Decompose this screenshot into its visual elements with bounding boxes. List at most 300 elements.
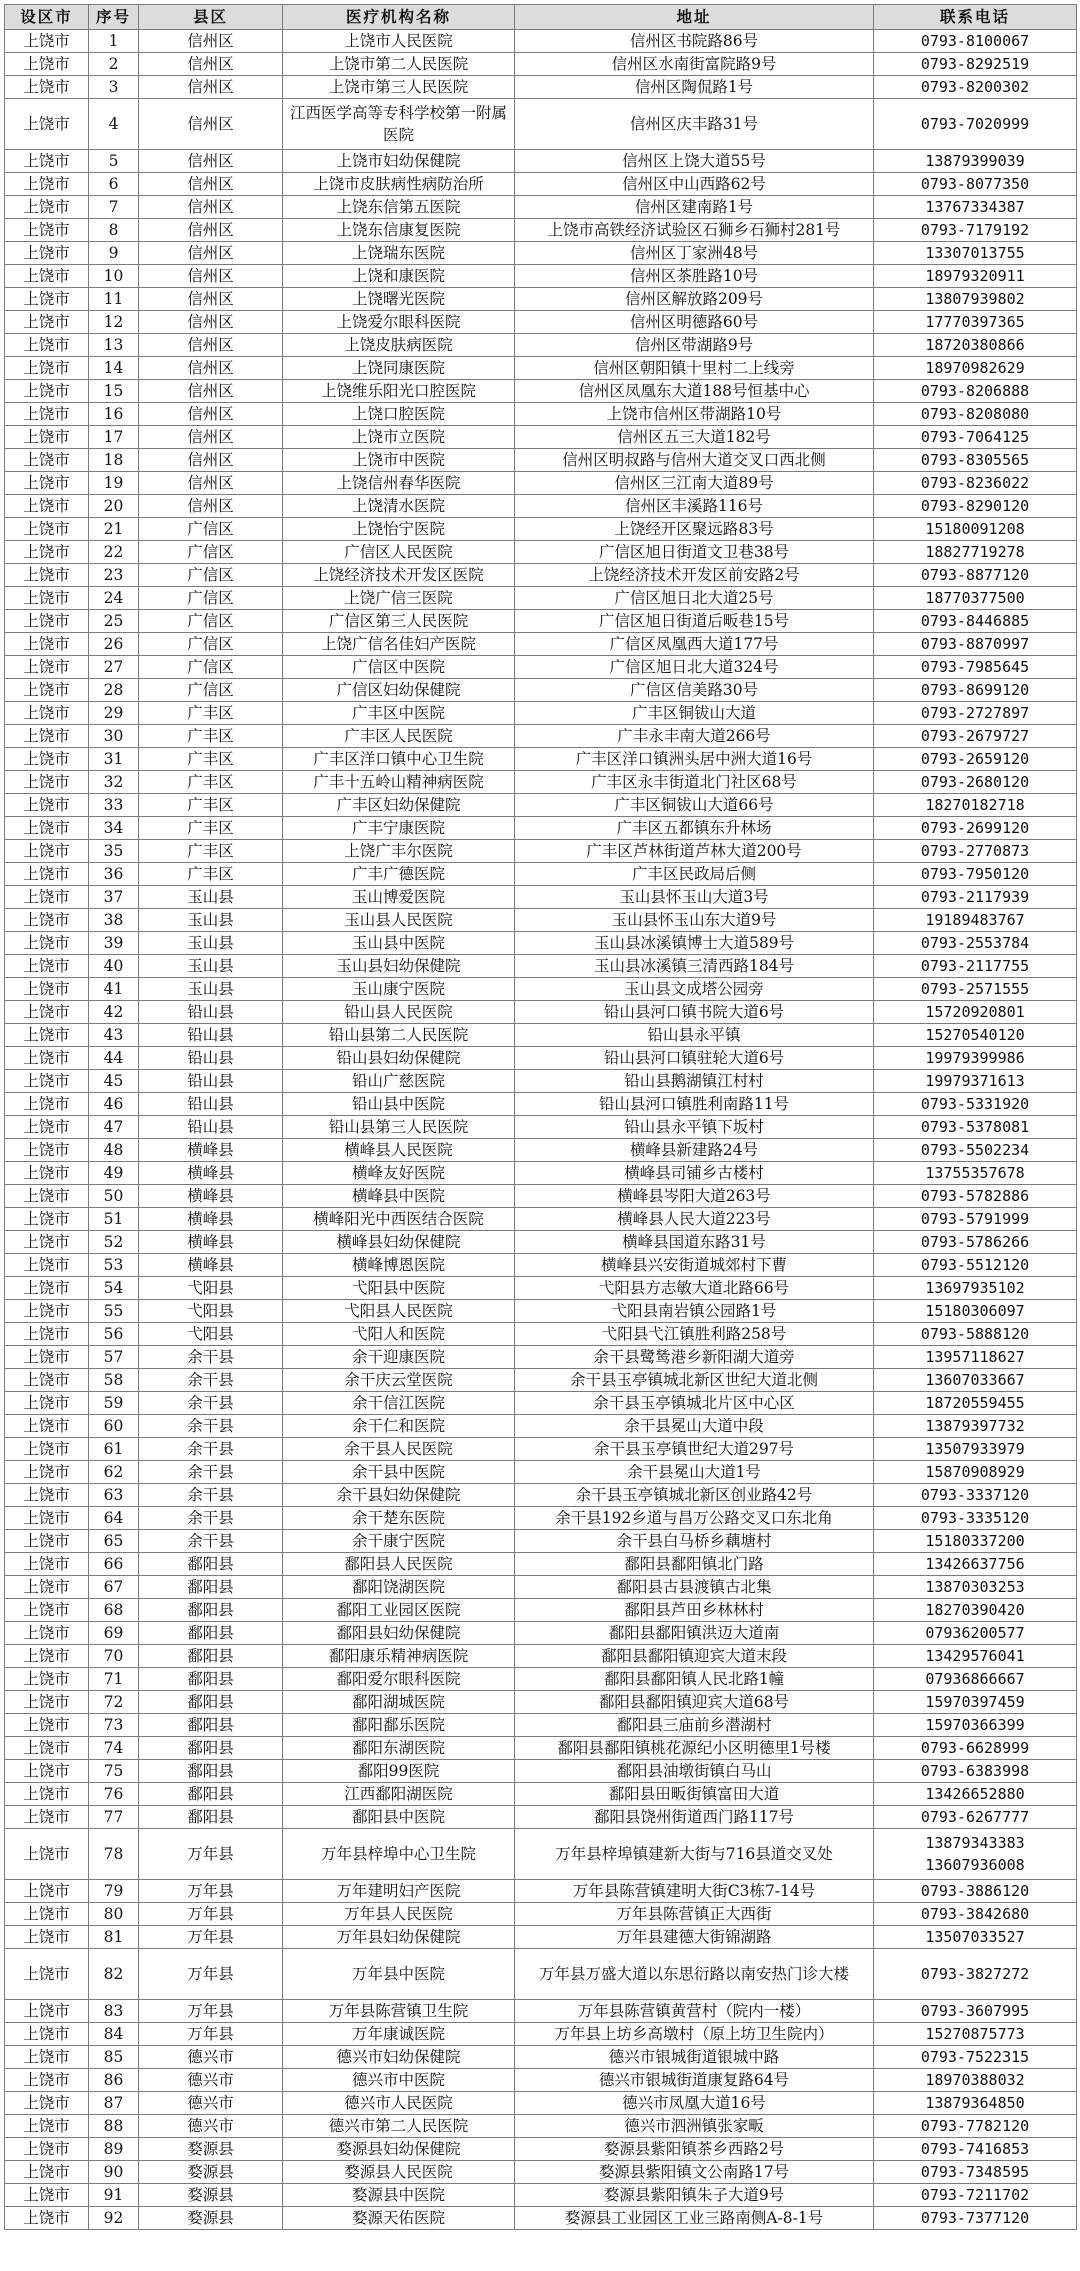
city-cell: 上饶市: [5, 794, 89, 817]
phone-cell: 13879343383 13607936008: [874, 1829, 1077, 1880]
city-cell: 上饶市: [5, 587, 89, 610]
district-cell: 余干县: [139, 1530, 283, 1553]
institution-cell: 德兴市中医院: [283, 2069, 515, 2092]
number-cell: 60: [89, 1415, 139, 1438]
district-cell: 鄱阳县: [139, 1806, 283, 1829]
city-cell: 上饶市: [5, 1829, 89, 1880]
city-cell: 上饶市: [5, 1599, 89, 1622]
table-row: [5, 196, 1077, 219]
address-cell: 广丰区铜钹山大道66号: [515, 794, 874, 817]
institution-cell: 上饶广信名佳妇产医院: [283, 633, 515, 656]
table-row: [5, 771, 1077, 794]
number-cell: 58: [89, 1369, 139, 1392]
number-cell: 35: [89, 840, 139, 863]
city-cell: 上饶市: [5, 1208, 89, 1231]
number-cell: 83: [89, 2000, 139, 2023]
table-row: [5, 99, 1077, 150]
district-cell: 余干县: [139, 1438, 283, 1461]
number-cell: 85: [89, 2046, 139, 2069]
phone-cell: 13879399039: [874, 150, 1077, 173]
number-cell: 41: [89, 978, 139, 1001]
district-cell: 信州区: [139, 495, 283, 518]
number-cell: 90: [89, 2161, 139, 2184]
number-cell: 67: [89, 1576, 139, 1599]
number-cell: 36: [89, 863, 139, 886]
phone-cell: 0793-8699120: [874, 679, 1077, 702]
district-cell: 广丰区: [139, 725, 283, 748]
city-cell: 上饶市: [5, 863, 89, 886]
address-cell: 玉山县怀玉山东大道9号: [515, 909, 874, 932]
institution-cell: 婺源县中医院: [283, 2184, 515, 2207]
district-cell: 信州区: [139, 334, 283, 357]
address-cell: 婺源县紫阳镇文公南路17号: [515, 2161, 874, 2184]
table-row: [5, 1392, 1077, 1415]
address-cell: 德兴市银城街道康复路64号: [515, 2069, 874, 2092]
phone-cell: 0793-3337120: [874, 1484, 1077, 1507]
address-cell: 鄱阳县三庙前乡潜湖村: [515, 1714, 874, 1737]
district-cell: 余干县: [139, 1392, 283, 1415]
address-cell: 鄱阳县鄱阳镇北门路: [515, 1553, 874, 1576]
city-cell: 上饶市: [5, 1484, 89, 1507]
city-cell: 上饶市: [5, 1783, 89, 1806]
table-row: [5, 380, 1077, 403]
institution-cell: 鄱阳湖城医院: [283, 1691, 515, 1714]
district-cell: 玉山县: [139, 932, 283, 955]
district-cell: 鄱阳县: [139, 1599, 283, 1622]
address-cell: 信州区解放路209号: [515, 288, 874, 311]
address-cell: 横峰县岑阳大道263号: [515, 1185, 874, 1208]
district-cell: 广信区: [139, 679, 283, 702]
address-cell: 广丰永丰南大道266号: [515, 725, 874, 748]
institution-cell: 鄱阳县人民医院: [283, 1553, 515, 1576]
institution-cell: 鄱阳康乐精神病医院: [283, 1645, 515, 1668]
phone-cell: 0793-8870997: [874, 633, 1077, 656]
city-cell: 上饶市: [5, 1162, 89, 1185]
district-cell: 玉山县: [139, 955, 283, 978]
city-cell: 上饶市: [5, 449, 89, 472]
number-cell: 69: [89, 1622, 139, 1645]
district-cell: 玉山县: [139, 886, 283, 909]
number-cell: 12: [89, 311, 139, 334]
city-cell: 上饶市: [5, 702, 89, 725]
institution-cell: 上饶广丰尔医院: [283, 840, 515, 863]
number-cell: 27: [89, 656, 139, 679]
phone-cell: 0793-8077350: [874, 173, 1077, 196]
district-cell: 广丰区: [139, 840, 283, 863]
address-cell: 横峰县新建路24号: [515, 1139, 874, 1162]
table-row: [5, 2069, 1077, 2092]
address-cell: 德兴市凤凰大道16号: [515, 2092, 874, 2115]
address-cell: 婺源县工业园区工业三路南侧A-8-1号: [515, 2207, 874, 2230]
district-cell: 万年县: [139, 1949, 283, 2000]
address-cell: 弋阳县南岩镇公园路1号: [515, 1300, 874, 1323]
phone-cell: 15970397459: [874, 1691, 1077, 1714]
address-cell: 余干县鹭鸶港乡新阳湖大道旁: [515, 1346, 874, 1369]
table-row: [5, 2023, 1077, 2046]
table-row: [5, 564, 1077, 587]
district-cell: 广信区: [139, 564, 283, 587]
address-cell: 广信区旭日北大道25号: [515, 587, 874, 610]
phone-cell: 13426637756: [874, 1553, 1077, 1576]
city-cell: 上饶市: [5, 30, 89, 53]
institution-cell: 铅山县第二人民医院: [283, 1024, 515, 1047]
number-cell: 28: [89, 679, 139, 702]
institution-cell: 广丰区洋口镇中心卫生院: [283, 748, 515, 771]
table-row: [5, 1116, 1077, 1139]
city-cell: 上饶市: [5, 1231, 89, 1254]
phone-cell: 0793-5782886: [874, 1185, 1077, 1208]
city-cell: 上饶市: [5, 955, 89, 978]
district-cell: 余干县: [139, 1484, 283, 1507]
address-cell: 横峰县国道东路31号: [515, 1231, 874, 1254]
table-row: [5, 955, 1077, 978]
number-cell: 19: [89, 472, 139, 495]
phone-cell: 0793-3335120: [874, 1507, 1077, 1530]
city-cell: 上饶市: [5, 150, 89, 173]
district-cell: 婺源县: [139, 2138, 283, 2161]
district-cell: 横峰县: [139, 1162, 283, 1185]
number-cell: 13: [89, 334, 139, 357]
phone-cell: 07936200577: [874, 1622, 1077, 1645]
district-cell: 铅山县: [139, 1024, 283, 1047]
number-cell: 72: [89, 1691, 139, 1714]
institution-cell: 弋阳人和医院: [283, 1323, 515, 1346]
city-cell: 上饶市: [5, 1714, 89, 1737]
district-cell: 广丰区: [139, 771, 283, 794]
institution-cell: 上饶市妇幼保健院: [283, 150, 515, 173]
district-cell: 玉山县: [139, 909, 283, 932]
city-cell: 上饶市: [5, 1047, 89, 1070]
institution-cell: 余干信江医院: [283, 1392, 515, 1415]
city-cell: 上饶市: [5, 656, 89, 679]
city-cell: 上饶市: [5, 1553, 89, 1576]
phone-cell: 0793-3842680: [874, 1903, 1077, 1926]
table-row: [5, 311, 1077, 334]
number-cell: 3: [89, 76, 139, 99]
number-cell: 49: [89, 1162, 139, 1185]
address-cell: 万年县上坊乡高墩村（原上坊卫生院内）: [515, 2023, 874, 2046]
institution-cell: 铅山县妇幼保健院: [283, 1047, 515, 1070]
institution-cell: 上饶同康医院: [283, 357, 515, 380]
number-cell: 80: [89, 1903, 139, 1926]
city-cell: 上饶市: [5, 426, 89, 449]
institution-cell: 上饶市第三人民医院: [283, 76, 515, 99]
address-cell: 鄱阳县田畈街镇富田大道: [515, 1783, 874, 1806]
institution-cell: 玉山县妇幼保健院: [283, 955, 515, 978]
table-row: [5, 1300, 1077, 1323]
institution-cell: 上饶东信第五医院: [283, 196, 515, 219]
number-cell: 34: [89, 817, 139, 840]
phone-cell: 0793-2680120: [874, 771, 1077, 794]
address-cell: 鄱阳县鄱阳镇洪迈大道南: [515, 1622, 874, 1645]
number-cell: 89: [89, 2138, 139, 2161]
phone-cell: 0793-8208080: [874, 403, 1077, 426]
institution-cell: 上饶皮肤病医院: [283, 334, 515, 357]
table-row: [5, 1737, 1077, 1760]
phone-cell: 18270182718: [874, 794, 1077, 817]
institution-cell: 万年建明妇产医院: [283, 1880, 515, 1903]
institution-cell: 鄱阳饶湖医院: [283, 1576, 515, 1599]
address-cell: 上饶经济技术开发区前安路2号: [515, 564, 874, 587]
district-cell: 广丰区: [139, 794, 283, 817]
district-cell: 余干县: [139, 1507, 283, 1530]
institution-cell: 鄱阳东湖医院: [283, 1737, 515, 1760]
table-row: [5, 219, 1077, 242]
number-cell: 10: [89, 265, 139, 288]
institution-cell: 上饶广信三医院: [283, 587, 515, 610]
district-cell: 婺源县: [139, 2207, 283, 2230]
number-cell: 23: [89, 564, 139, 587]
number-cell: 63: [89, 1484, 139, 1507]
district-cell: 德兴市: [139, 2092, 283, 2115]
number-cell: 81: [89, 1926, 139, 1949]
phone-cell: 13507933979: [874, 1438, 1077, 1461]
district-cell: 鄱阳县: [139, 1645, 283, 1668]
city-cell: 上饶市: [5, 932, 89, 955]
table-row: [5, 1484, 1077, 1507]
institution-cell: 横峰阳光中西医结合医院: [283, 1208, 515, 1231]
address-cell: 信州区建南路1号: [515, 196, 874, 219]
city-cell: 上饶市: [5, 242, 89, 265]
district-cell: 铅山县: [139, 1001, 283, 1024]
institution-cell: 余干康宁医院: [283, 1530, 515, 1553]
address-cell: 万年县梓埠镇建新大街与716县道交叉处: [515, 1829, 874, 1880]
institution-cell: 鄱阳工业园区医院: [283, 1599, 515, 1622]
number-cell: 84: [89, 2023, 139, 2046]
phone-cell: 18270390420: [874, 1599, 1077, 1622]
district-cell: 横峰县: [139, 1139, 283, 1162]
address-cell: 余干县冕山大道1号: [515, 1461, 874, 1484]
address-cell: 广丰区民政局后侧: [515, 863, 874, 886]
phone-cell: 0793-8206888: [874, 380, 1077, 403]
phone-cell: 0793-2571555: [874, 978, 1077, 1001]
table-row: [5, 403, 1077, 426]
number-cell: 68: [89, 1599, 139, 1622]
address-cell: 万年县万盛大道以东思衍路以南安热门诊大楼: [515, 1949, 874, 2000]
institution-cell: 万年康诚医院: [283, 2023, 515, 2046]
city-cell: 上饶市: [5, 1139, 89, 1162]
institution-cell: 余干迎康医院: [283, 1346, 515, 1369]
institution-cell: 玉山博爱医院: [283, 886, 515, 909]
city-cell: 上饶市: [5, 265, 89, 288]
table-row: [5, 173, 1077, 196]
number-cell: 8: [89, 219, 139, 242]
table-row: [5, 1369, 1077, 1392]
district-cell: 信州区: [139, 288, 283, 311]
address-cell: 万年县陈营镇黄营村（院内一楼）: [515, 2000, 874, 2023]
phone-cell: 0793-5502234: [874, 1139, 1077, 1162]
table-row: [5, 150, 1077, 173]
district-cell: 横峰县: [139, 1231, 283, 1254]
table-row: [5, 1185, 1077, 1208]
institution-cell: 横峰县中医院: [283, 1185, 515, 1208]
number-cell: 5: [89, 150, 139, 173]
number-cell: 54: [89, 1277, 139, 1300]
phone-cell: 0793-2117755: [874, 955, 1077, 978]
table-row: [5, 2161, 1077, 2184]
city-cell: 上饶市: [5, 1461, 89, 1484]
district-cell: 万年县: [139, 1903, 283, 1926]
institution-cell: 余干仁和医院: [283, 1415, 515, 1438]
phone-cell: 0793-3886120: [874, 1880, 1077, 1903]
address-cell: 铅山县河口镇驻轮大道6号: [515, 1047, 874, 1070]
district-cell: 横峰县: [139, 1208, 283, 1231]
district-cell: 万年县: [139, 2000, 283, 2023]
institution-cell: 上饶市皮肤病性病防治所: [283, 173, 515, 196]
address-cell: 德兴市泗洲镇张家畈: [515, 2115, 874, 2138]
phone-cell: 15720920801: [874, 1001, 1077, 1024]
number-cell: 20: [89, 495, 139, 518]
table-row: [5, 817, 1077, 840]
address-cell: 信州区凤凰东大道188号恒基中心: [515, 380, 874, 403]
city-cell: 上饶市: [5, 518, 89, 541]
city-cell: 上饶市: [5, 1949, 89, 2000]
phone-cell: 0793-8292519: [874, 53, 1077, 76]
address-cell: 信州区书院路86号: [515, 30, 874, 53]
address-cell: 广丰区芦林街道芦林大道200号: [515, 840, 874, 863]
phone-cell: 0793-8446885: [874, 610, 1077, 633]
district-cell: 弋阳县: [139, 1300, 283, 1323]
number-cell: 66: [89, 1553, 139, 1576]
institution-cell: 上饶和康医院: [283, 265, 515, 288]
phone-cell: 0793-3607995: [874, 2000, 1077, 2023]
district-cell: 弋阳县: [139, 1323, 283, 1346]
institution-cell: 铅山县中医院: [283, 1093, 515, 1116]
district-cell: 信州区: [139, 76, 283, 99]
institution-cell: 横峰县妇幼保健院: [283, 1231, 515, 1254]
district-cell: 信州区: [139, 472, 283, 495]
table-row: [5, 1162, 1077, 1185]
institution-cell: 广丰宁康医院: [283, 817, 515, 840]
city-cell: 上饶市: [5, 909, 89, 932]
city-cell: 上饶市: [5, 633, 89, 656]
institution-cell: 鄱阳县中医院: [283, 1806, 515, 1829]
table-row: [5, 1346, 1077, 1369]
address-cell: 余干县玉亭镇城北片区中心区: [515, 1392, 874, 1415]
city-cell: 上饶市: [5, 840, 89, 863]
city-cell: 上饶市: [5, 1254, 89, 1277]
number-cell: 14: [89, 357, 139, 380]
number-cell: 73: [89, 1714, 139, 1737]
table-row: [5, 1668, 1077, 1691]
address-cell: 信州区明德路60号: [515, 311, 874, 334]
phone-cell: 19979399986: [874, 1047, 1077, 1070]
phone-cell: 13870303253: [874, 1576, 1077, 1599]
address-cell: 广信区旭日北大道324号: [515, 656, 874, 679]
table-row: [5, 748, 1077, 771]
phone-cell: 0793-7985645: [874, 656, 1077, 679]
institution-cell: 弋阳县人民医院: [283, 1300, 515, 1323]
table-row: [5, 2000, 1077, 2023]
district-cell: 鄱阳县: [139, 1737, 283, 1760]
district-cell: 信州区: [139, 219, 283, 242]
phone-cell: 0793-8290120: [874, 495, 1077, 518]
phone-cell: 13507033527: [874, 1926, 1077, 1949]
number-cell: 37: [89, 886, 139, 909]
phone-cell: 0793-6628999: [874, 1737, 1077, 1760]
institution-cell: 广信区中医院: [283, 656, 515, 679]
table-row: [5, 265, 1077, 288]
district-cell: 婺源县: [139, 2161, 283, 2184]
table-row: [5, 1783, 1077, 1806]
table-row: [5, 76, 1077, 99]
number-cell: 59: [89, 1392, 139, 1415]
institution-cell: 广丰区妇幼保健院: [283, 794, 515, 817]
address-cell: 广丰区洋口镇洲头居中洲大道16号: [515, 748, 874, 771]
phone-cell: 13755357678: [874, 1162, 1077, 1185]
district-cell: 信州区: [139, 357, 283, 380]
phone-cell: 13307013755: [874, 242, 1077, 265]
number-cell: 51: [89, 1208, 139, 1231]
table-row: [5, 1691, 1077, 1714]
number-cell: 65: [89, 1530, 139, 1553]
phone-cell: 18970982629: [874, 357, 1077, 380]
number-cell: 22: [89, 541, 139, 564]
city-cell: 上饶市: [5, 1346, 89, 1369]
phone-cell: 0793-5378081: [874, 1116, 1077, 1139]
address-cell: 德兴市银城街道银城中路: [515, 2046, 874, 2069]
address-cell: 上饶市高铁经济试验区石狮乡石狮村281号: [515, 219, 874, 242]
number-cell: 17: [89, 426, 139, 449]
institution-cell: 上饶信州春华医院: [283, 472, 515, 495]
table-row: [5, 288, 1077, 311]
number-cell: 75: [89, 1760, 139, 1783]
hospital-table: [4, 4, 1077, 2230]
address-cell: 信州区五三大道182号: [515, 426, 874, 449]
number-cell: 50: [89, 1185, 139, 1208]
phone-cell: 0793-5331920: [874, 1093, 1077, 1116]
city-cell: 上饶市: [5, 610, 89, 633]
phone-cell: 0793-8236022: [874, 472, 1077, 495]
phone-cell: 0793-7179192: [874, 219, 1077, 242]
institution-cell: 弋阳县中医院: [283, 1277, 515, 1300]
phone-cell: 18970388032: [874, 2069, 1077, 2092]
phone-cell: 17770397365: [874, 311, 1077, 334]
phone-cell: 0793-2699120: [874, 817, 1077, 840]
table-row: [5, 242, 1077, 265]
number-cell: 16: [89, 403, 139, 426]
city-cell: 上饶市: [5, 1185, 89, 1208]
number-cell: 40: [89, 955, 139, 978]
number-cell: 62: [89, 1461, 139, 1484]
institution-cell: 余干县人民医院: [283, 1438, 515, 1461]
address-cell: 鄱阳县鄱阳镇人民北路1幢: [515, 1668, 874, 1691]
table-row: [5, 2207, 1077, 2230]
phone-cell: 0793-2117939: [874, 886, 1077, 909]
district-cell: 信州区: [139, 150, 283, 173]
table-row: [5, 886, 1077, 909]
institution-cell: 广信区人民医院: [283, 541, 515, 564]
city-cell: 上饶市: [5, 1392, 89, 1415]
header-institution: 医疗机构名称: [283, 5, 515, 30]
institution-cell: 余干县妇幼保健院: [283, 1484, 515, 1507]
institution-cell: 横峰县人民医院: [283, 1139, 515, 1162]
district-cell: 信州区: [139, 380, 283, 403]
number-cell: 4: [89, 99, 139, 150]
number-cell: 9: [89, 242, 139, 265]
address-cell: 鄱阳县芦田乡林林村: [515, 1599, 874, 1622]
institution-cell: 玉山县人民医院: [283, 909, 515, 932]
district-cell: 鄱阳县: [139, 1691, 283, 1714]
header-row: [5, 5, 1077, 30]
table-row: [5, 1024, 1077, 1047]
district-cell: 横峰县: [139, 1254, 283, 1277]
city-cell: 上饶市: [5, 2115, 89, 2138]
table-row: [5, 1880, 1077, 1903]
number-cell: 79: [89, 1880, 139, 1903]
address-cell: 鄱阳县油墩街镇白马山: [515, 1760, 874, 1783]
city-cell: 上饶市: [5, 1645, 89, 1668]
